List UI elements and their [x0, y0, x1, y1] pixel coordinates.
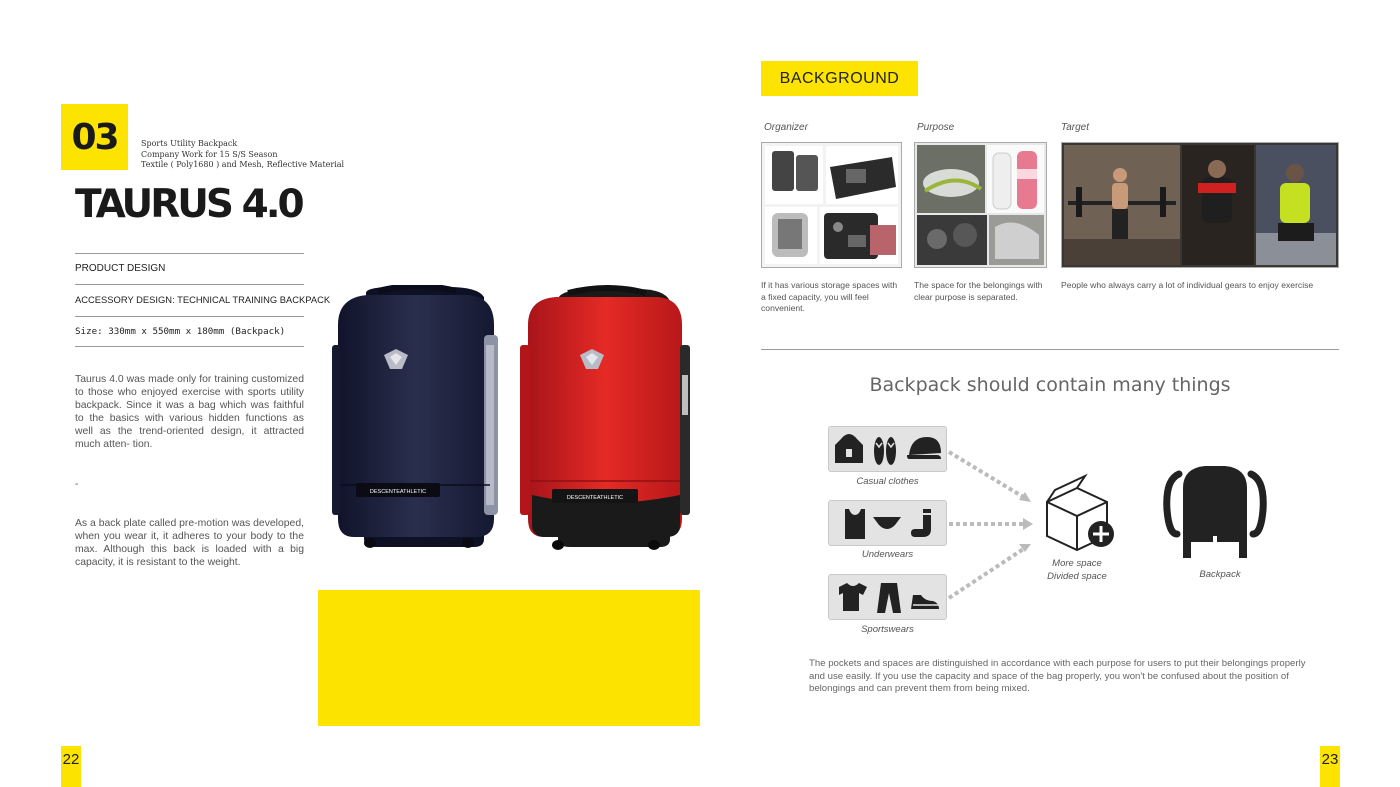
page-number-right: 23 — [1320, 746, 1340, 787]
spec-row-category: PRODUCT DESIGN — [75, 263, 166, 274]
diagram-arrows — [945, 440, 1295, 610]
diagram-explanation: The pockets and spaces are distinguished in accordance with each purpose for users to put their belongings properly and use easily. If you use the capacity and space of the bag properly, you won't be confused about the position of belongings and can prevent them from being mixed. — [809, 658, 1306, 695]
casual-clothes-box — [828, 426, 947, 472]
flipflops-icon — [874, 437, 896, 465]
organizer-photo — [761, 142, 902, 268]
navy-bag-brand: DESCENTEATHLETIC — [369, 489, 427, 495]
backpack-caption: Backpack — [1199, 569, 1241, 580]
underwears-box — [828, 500, 947, 546]
tank-top-icon — [845, 509, 865, 539]
target-photo — [1061, 142, 1339, 268]
underwears-label: Underwears — [861, 549, 914, 560]
meta-line: Sports Utility Backpack — [141, 139, 238, 148]
description-paragraph-1: Taurus 4.0 was made only for training customized to those who enjoyed exercise with sports utility backpack. Since it was a bag which was faithful to the basics with various hidden functions as well as the trend-oriented design, it attracted much atten- tion. — [75, 374, 304, 450]
sportswears-label: Sportswears — [861, 624, 914, 635]
cap-icon — [907, 437, 941, 459]
project-meta — [141, 139, 344, 171]
divider — [75, 284, 304, 285]
page-number-left: 22 — [61, 746, 81, 787]
box-caption-line-1: More space — [1052, 558, 1102, 569]
product-title: TAURUS 4.0 — [75, 182, 302, 227]
organizer-caption: If it has various storage spaces with a fixed capacity, you will feel convenient. — [761, 280, 898, 313]
category-label-target: Target — [1061, 122, 1089, 133]
briefs-icon — [873, 517, 901, 529]
diagram-heading: Backpack should contain many things — [869, 374, 1231, 396]
category-label-purpose: Purpose — [917, 122, 955, 133]
number-badge: 03 — [61, 104, 128, 170]
navy-backpack — [332, 286, 498, 548]
pants-icon — [877, 583, 901, 613]
divider — [75, 316, 304, 317]
sock-icon — [911, 509, 931, 537]
hoodie-icon — [835, 434, 863, 463]
target-caption: People who always carry a lot of individual gears to enjoy exercise — [1061, 280, 1314, 290]
red-bag-brand: DESCENTEATHLETIC — [566, 495, 624, 501]
tshirt-icon — [839, 583, 867, 611]
box-plus-icon — [1047, 476, 1114, 550]
box-caption — [1027, 558, 1127, 583]
spec-row-subcategory: ACCESSORY DESIGN: TECHNICAL TRAINING BACKPACK — [75, 294, 331, 305]
dash-separator: - — [75, 479, 79, 490]
meta-line: Textile ( Poly1680 ) and Mesh, Reflective Material — [141, 160, 345, 169]
category-label-organizer: Organizer — [764, 122, 808, 133]
divider — [75, 346, 304, 347]
purpose-photo — [914, 142, 1047, 268]
spec-row-size: Size: 330mm x 550mm x 180mm (Backpack) — [75, 326, 286, 337]
description-paragraph-2: As a back plate called pre-motion was developed, when you wear it, it adheres to your body to the max. Although this back is loaded with a big capacity, it is resistant to the weight. — [75, 518, 304, 568]
sportswears-box — [828, 574, 947, 620]
purpose-caption: The space for the belongings with clear purpose is separated. — [914, 280, 1043, 302]
section-divider — [761, 349, 1339, 350]
casual-clothes-label: Casual clothes — [856, 476, 919, 487]
product-photo — [318, 285, 700, 555]
backpack-icon — [1167, 466, 1264, 558]
section-label: BACKGROUND — [761, 61, 918, 96]
dotted-arrows — [949, 452, 1025, 598]
yellow-color-block — [318, 590, 700, 726]
divider — [75, 253, 304, 254]
sneaker-icon — [911, 595, 939, 609]
box-caption-line-2: Divided space — [1047, 570, 1107, 582]
red-backpack — [520, 288, 690, 550]
meta-line: Company Work for 15 S/S Season — [141, 149, 278, 159]
